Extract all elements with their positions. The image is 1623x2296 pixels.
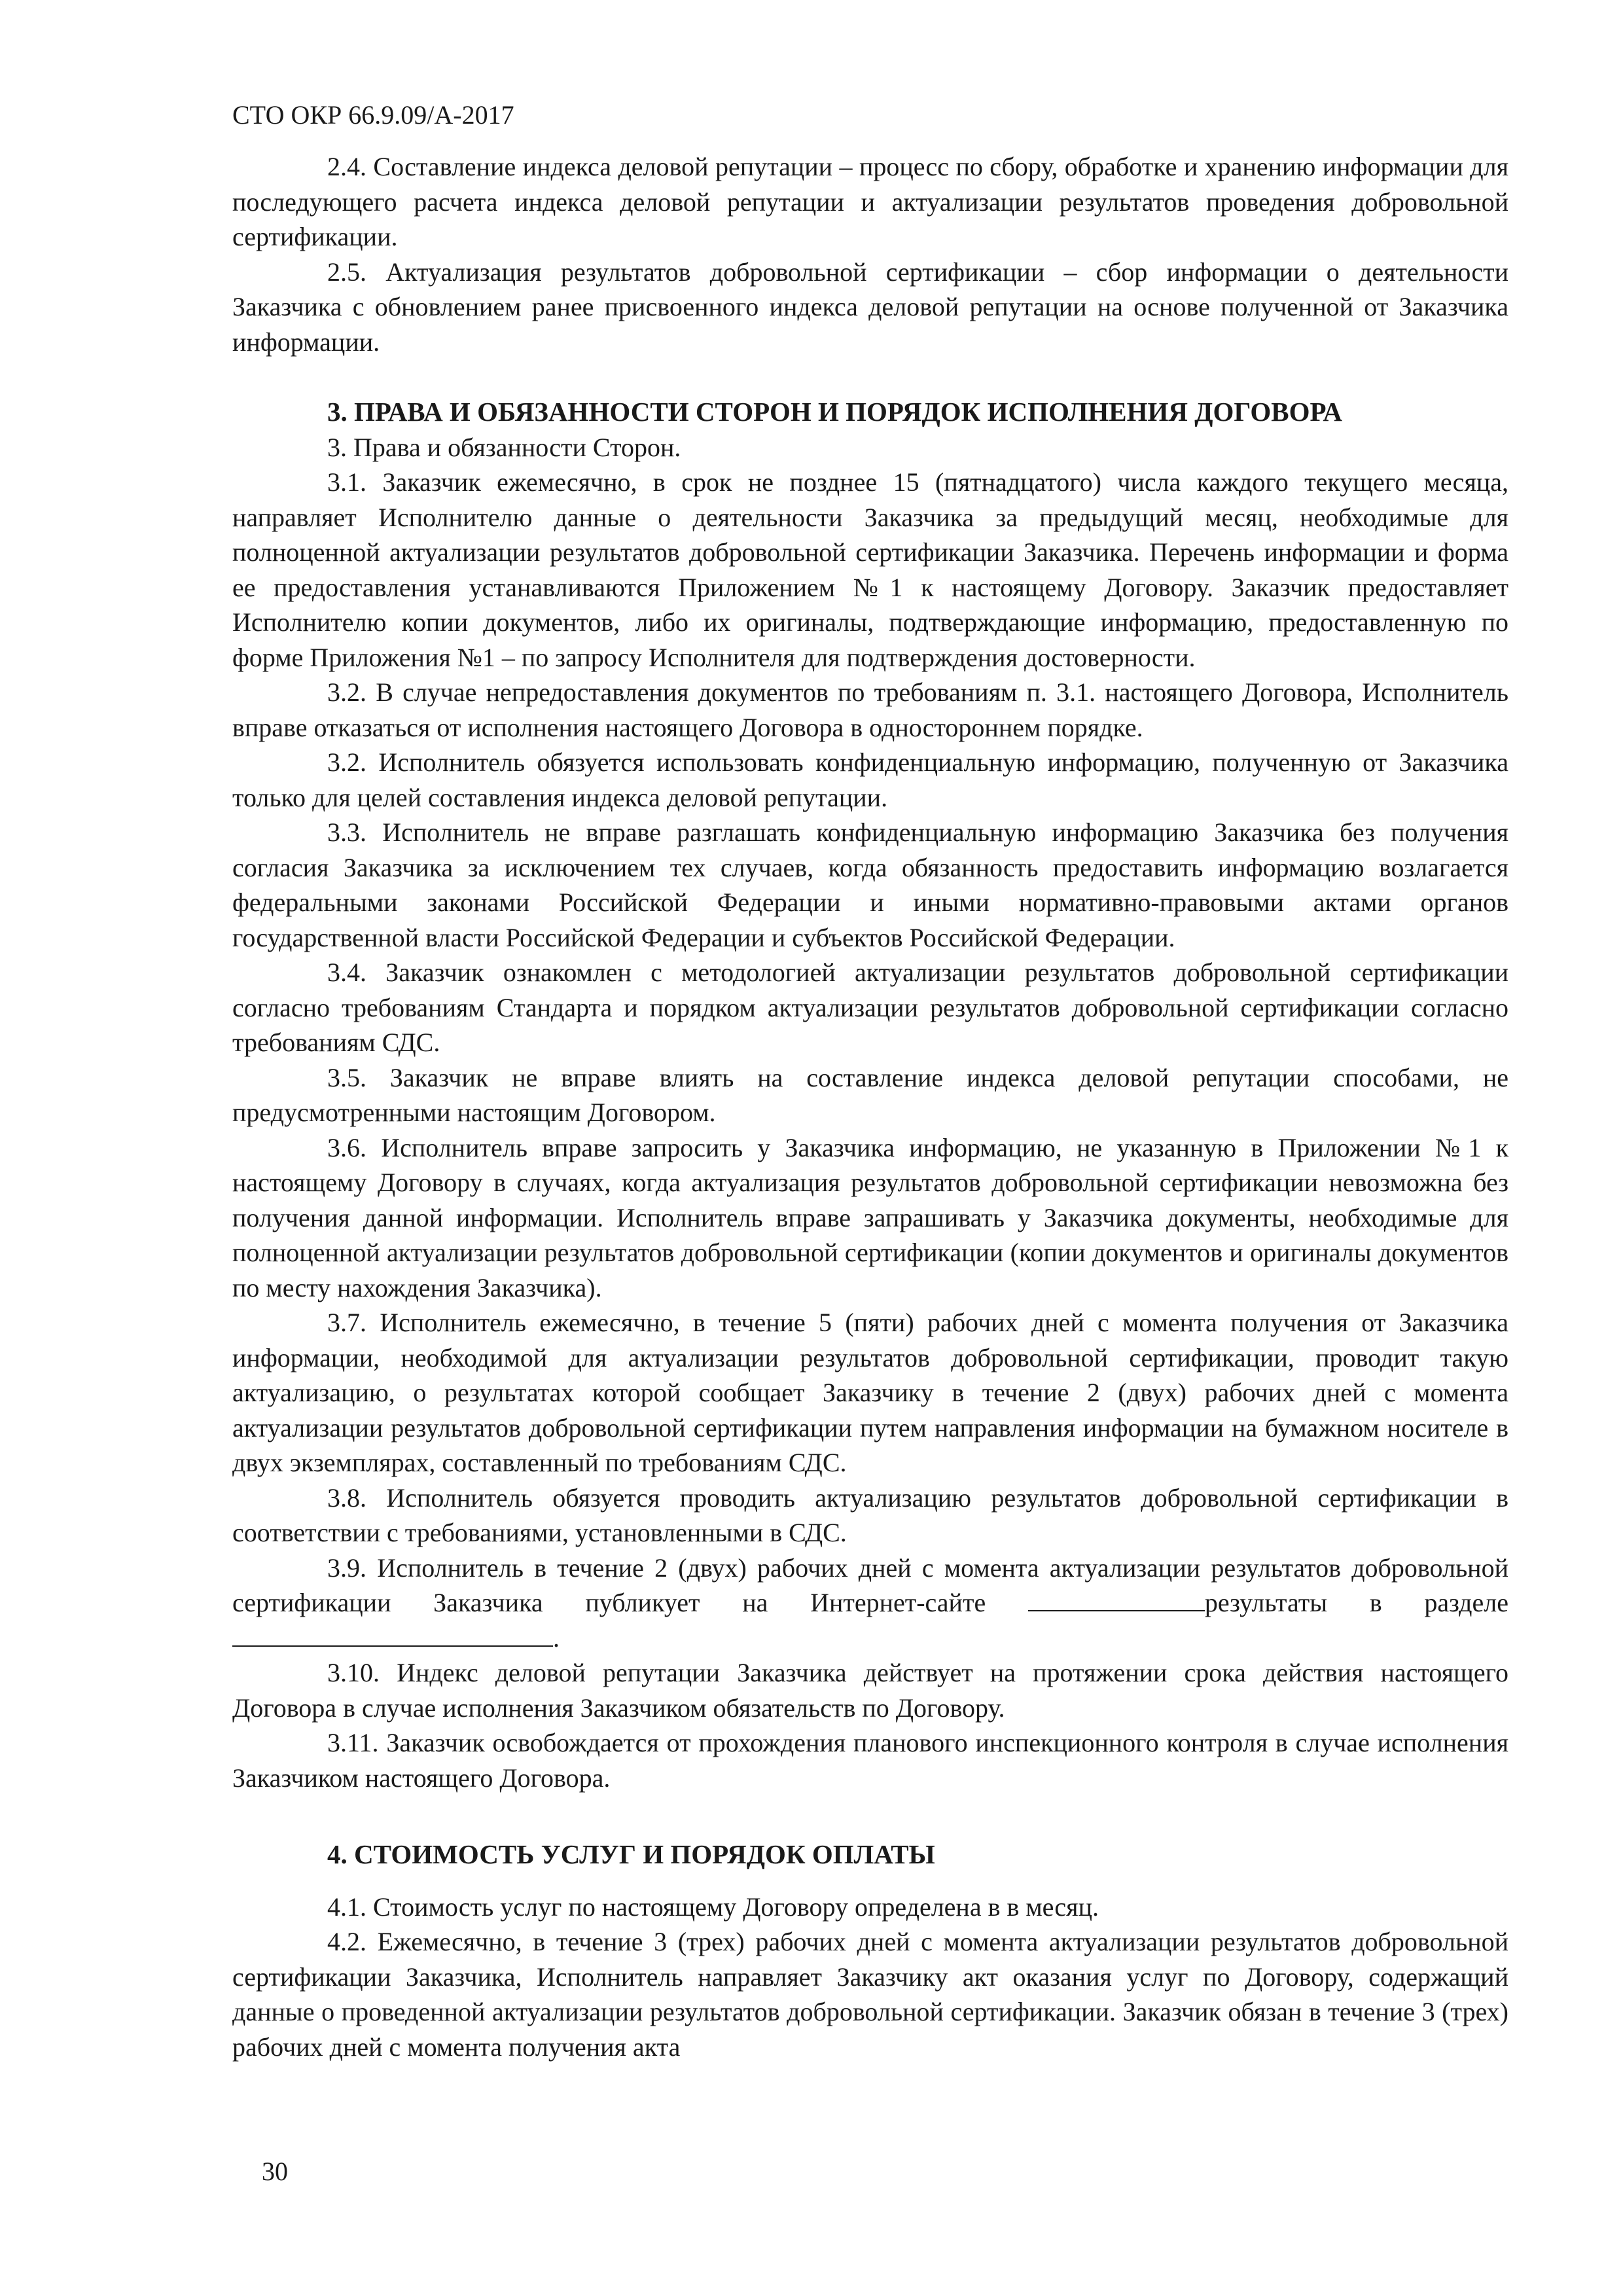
paragraph-3-8: 3.8. Исполнитель обязуется проводить актуализацию результатов добровольной сертификации в соответствии с требованиями, установленными в СДС. — [232, 1482, 1508, 1547]
paragraph-3-5: 3.5. Заказчик не вправе влиять на составление индекса деловой репутации способами, не предусмотренными настоящим Договором. — [232, 1062, 1508, 1127]
document-code-header: СТО ОКР 66.9.09/А-2017 — [232, 100, 514, 130]
paragraph-3-9 — [232, 1551, 1508, 1656]
paragraph-4-1: 4.1. Стоимость услуг по настоящему Договору определена в в месяц. — [327, 1892, 1099, 1922]
paragraph-3-2a: 3.2. В случае непредоставления документов по требованиям п. 3.1. настоящего Договора, Исполнитель вправе отказаться от исполнения настоящего Договора в одностороннем порядке. — [232, 677, 1508, 742]
paragraph-3-1: 3.1. Заказчик ежемесячно, в срок не позднее 15 (пятнадцатого) числа каждого текущего месяца, направляет Исполнителю данные о деятельности Заказчика за предыдущий месяц, необходимые для полноценной актуализации результатов добровольной сертификации Заказчика. Перечень информации и форма ее предоставления устанавливаются Приложением №1 к настоящему Договору. Заказчик предоставляет Исполнителю копии документов, либо их оригиналы, подтверждающие информацию, предоставленную по форме Приложения №1 – по запросу Исполнителя для подтверждения достоверности. — [232, 467, 1508, 672]
section-blank-line — [232, 1621, 553, 1647]
paragraph-3-2b: 3.2. Исполнитель обязуется использовать конфиденциальную информацию, полученную от Заказчика только для целей составления индекса деловой репутации. — [232, 747, 1508, 812]
paragraph-3-9-part-a: 3.9. Исполнитель в течение 2 (двух) рабочих дней с момента актуализации результатов добровольной сертификации Заказчика публикует на Интернет-сайте — [232, 1552, 1508, 1617]
document-body — [232, 149, 1508, 2064]
section-heading-3: 3. ПРАВА И ОБЯЗАННОСТИ СТОРОН И ПОРЯДОК ИСПОЛНЕНИЯ ДОГОВОРА — [327, 397, 1342, 427]
paragraph-3-9-part-c: . — [553, 1623, 560, 1653]
paragraph-3-6: 3.6. Исполнитель вправе запросить у Заказчика информацию, не указанную в Приложении №1 к настоящему Договору в случаях, когда актуализация результатов добровольной сертификации невозможна без получения данной информации. Исполнитель вправе запрашивать у Заказчика документы, необходимые для полноценной актуализации результатов добровольной сертификации (копии документов и оригиналы документов по месту нахождения Заказчика). — [232, 1132, 1508, 1302]
paragraph-2-4: 2.4. Составление индекса деловой репутации – процесс по сбору, обработке и хранению информации для последующего расчета индекса деловой репутации и актуализации результатов проведения добровольной сертификации. — [232, 152, 1508, 251]
paragraph-3-9-part-b: результаты в разделе — [1204, 1588, 1509, 1617]
paragraph-4-2: 4.2. Ежемесячно, в течение 3 (трех) рабочих дней с момента актуализации результатов добровольной сертификации Заказчика, Исполнитель направляет Заказчику акт оказания услуг по Договору, содержащий данные о проведенной актуализации результатов добровольной сертификации. Заказчик обязан в течение 3 (трех) рабочих дней с момента получения акта — [232, 1927, 1508, 2062]
paragraph-3-4: 3.4. Заказчик ознакомлен с методологией актуализации результатов добровольной сертификации согласно требованиям Стандарта и порядком актуализации результатов добровольной сертификации согласно требованиям СДС. — [232, 958, 1508, 1057]
paragraph-3-7: 3.7. Исполнитель ежемесячно, в течение 5 (пяти) рабочих дней с момента получения от Заказчика информации, необходимой для актуализации результатов добровольной сертификации, проводит такую актуализацию, о результатах которой сообщает Заказчику в течение 2 (двух) рабочих дней с момента актуализации результатов добровольной сертификации путем направления информации на бумажном носителе в двух экземплярах, составленный по требованиям СДС. — [232, 1308, 1508, 1477]
section-heading-4: 4. СТОИМОСТЬ УСЛУГ И ПОРЯДОК ОПЛАТЫ — [327, 1839, 935, 1869]
website-blank-line — [1028, 1585, 1205, 1611]
paragraph-3-intro: 3. Права и обязанности Сторон. — [327, 432, 681, 462]
paragraph-3-11: 3.11. Заказчик освобождается от прохождения планового инспекционного контроля в случае исполнения Заказчиком настоящего Договора. — [232, 1728, 1508, 1793]
paragraph-3-10: 3.10. Индекс деловой репутации Заказчика действует на протяжении срока действия настоящего Договора в случае исполнения Заказчиком обязательств по Договору. — [232, 1658, 1508, 1723]
paragraph-2-5: 2.5. Актуализация результатов добровольной сертификации – сбор информации о деятельности Заказчика с обновлением ранее присвоенного индекса деловой репутации на основе полученной от Заказчика информации. — [232, 257, 1508, 357]
page-number: 30 — [262, 2157, 288, 2186]
paragraph-3-3: 3.3. Исполнитель не вправе разглашать конфиденциальную информацию Заказчика без получения согласия Заказчика за исключением тех случаев, когда обязанность предоставить информацию возлагается федеральными законами Российской Федерации и иными нормативно-правовыми актами органов государственной власти Российской Федерации и субъектов Российской Федерации. — [232, 817, 1508, 952]
